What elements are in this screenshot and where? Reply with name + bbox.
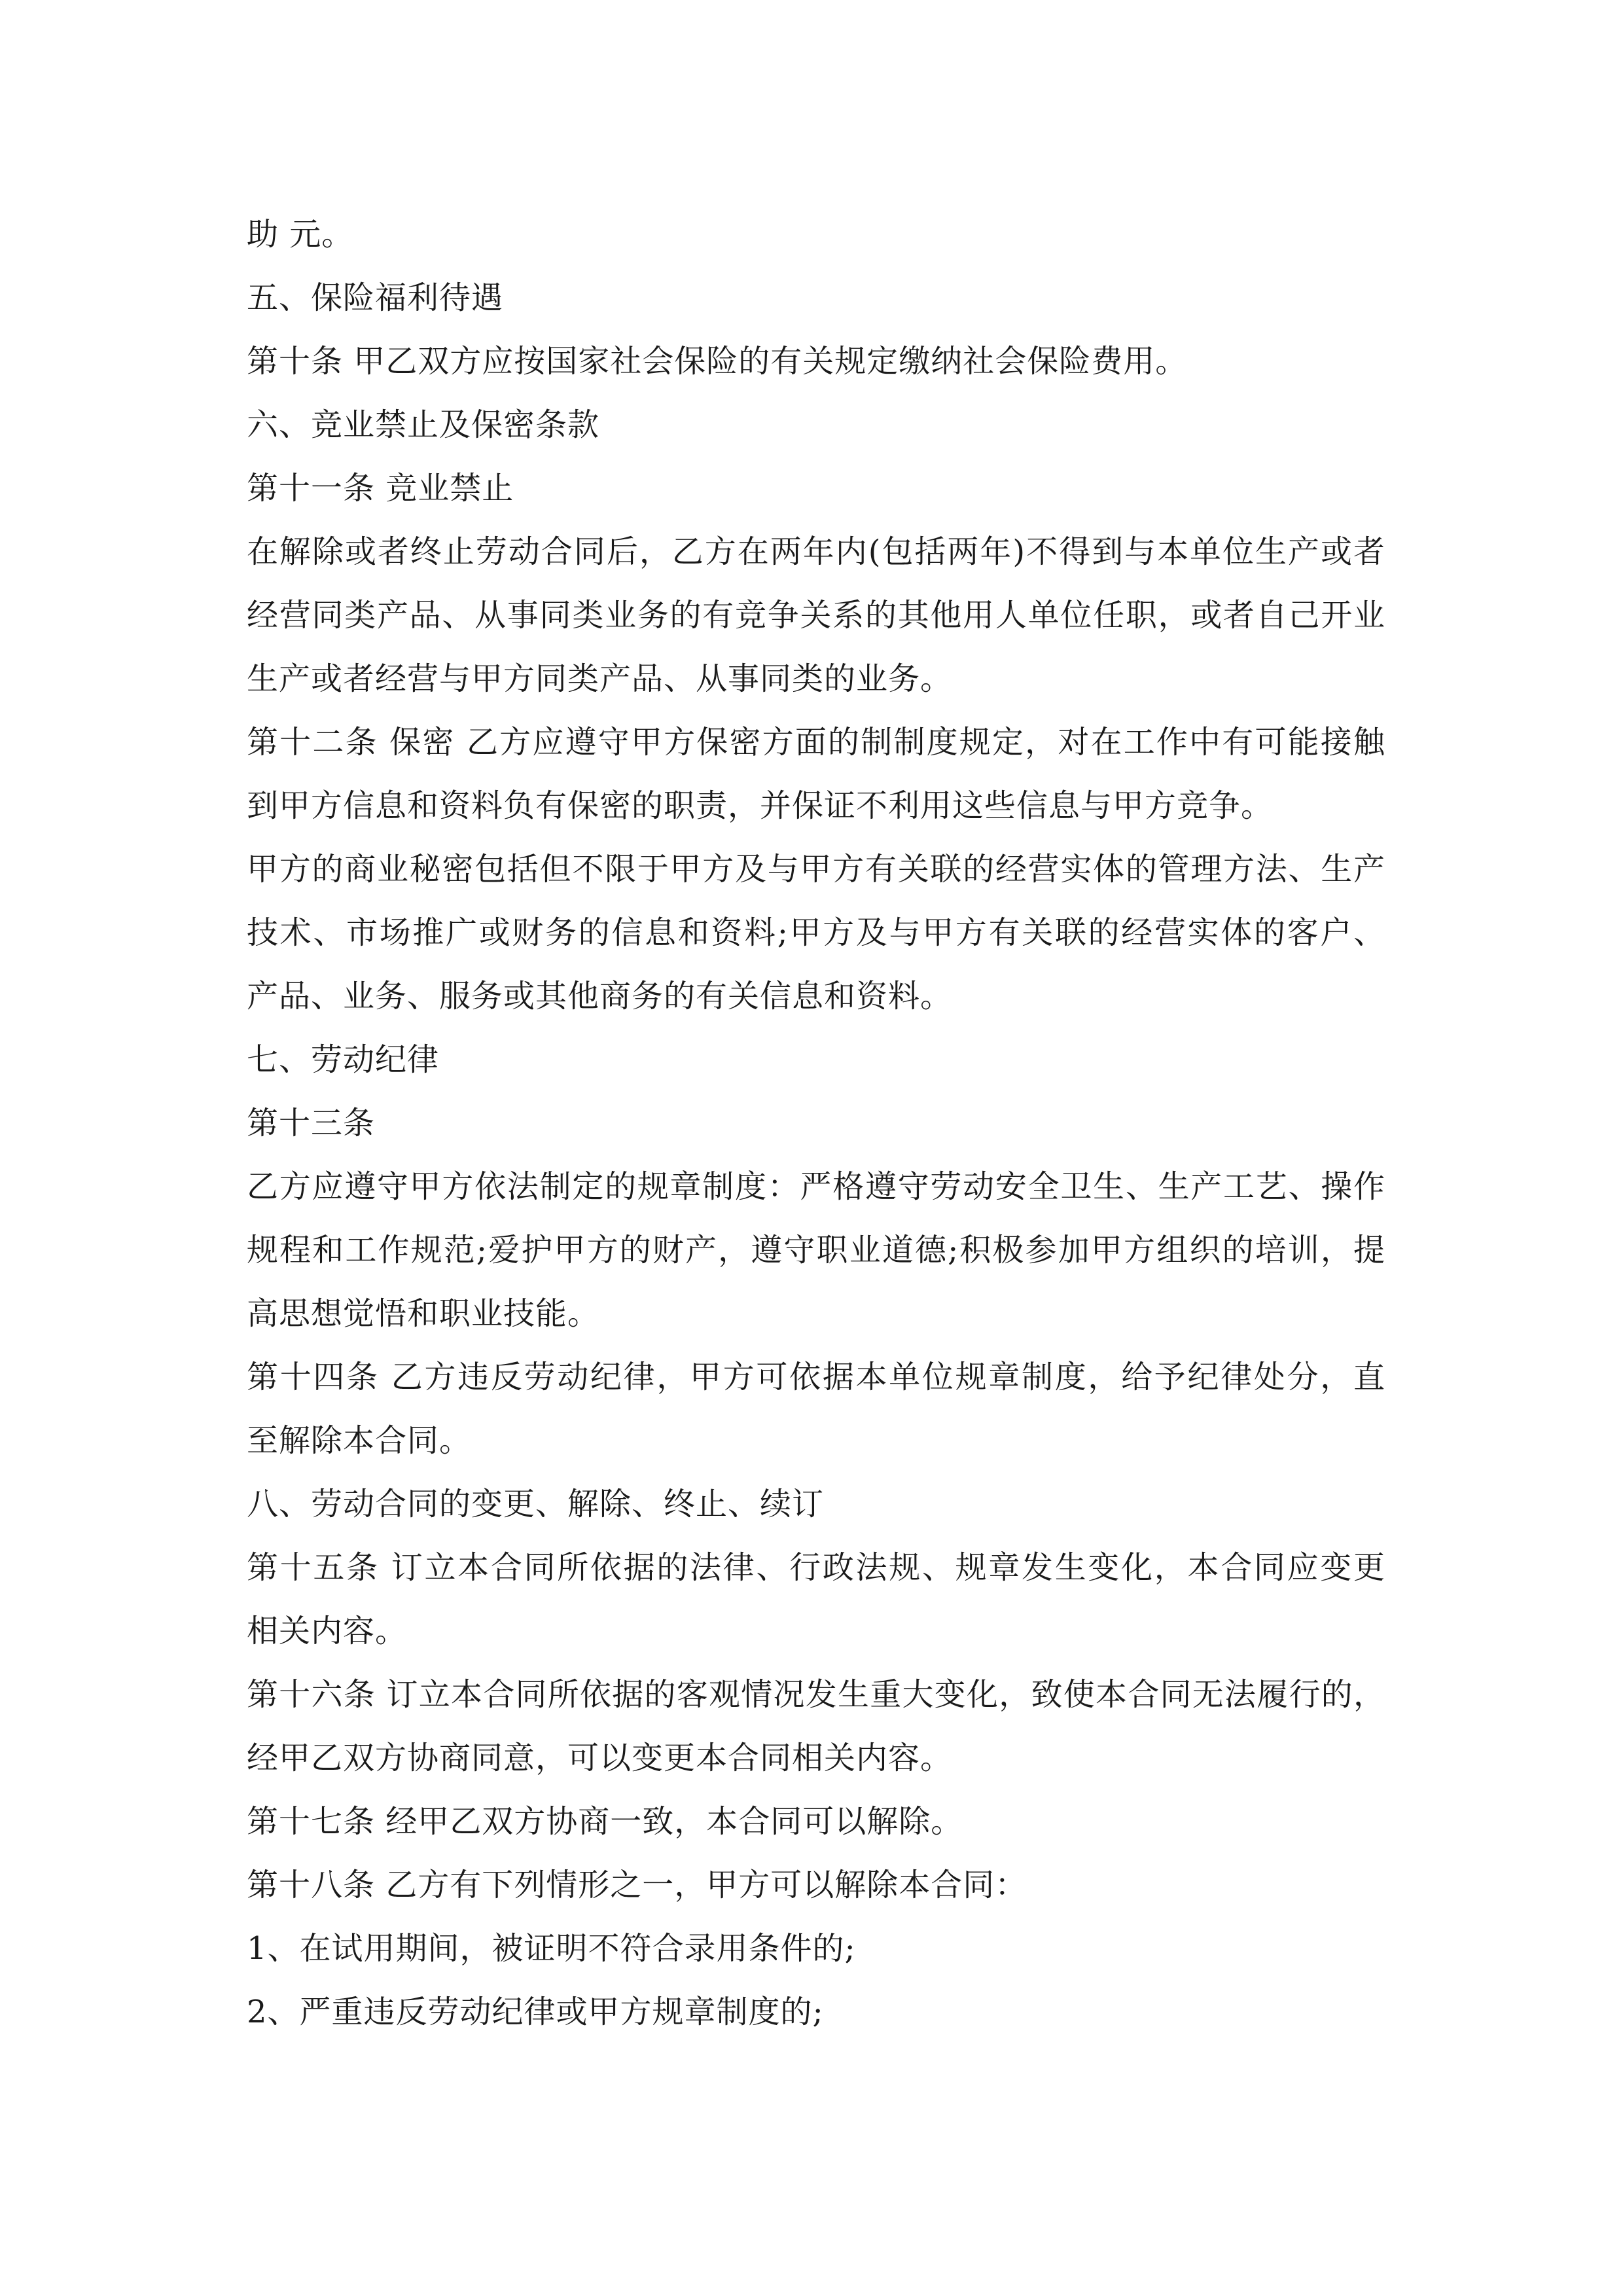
text-line: 高思想觉悟和职业技能。 [247, 1295, 600, 1332]
text-line: 第十三条 [247, 1105, 376, 1141]
text-line: 第十一条 竞业禁止 [247, 470, 514, 507]
text-line: 第十五条 订立本合同所依据的法律、行政法规、规章发生变化，本合同应变更 [247, 1549, 1385, 1586]
text-line: 第十四条 乙方违反劳动纪律，甲方可依据本单位规章制度，给予纪律处分，直 [247, 1359, 1385, 1395]
text-line: 相关内容。 [247, 1613, 408, 1649]
text-line: 甲方的商业秘密包括但不限于甲方及与甲方有关联的经营实体的管理方法、生产 [247, 851, 1385, 888]
text-line: 助 元。 [247, 216, 354, 253]
text-line: 技术、市场推广或财务的信息和资料;甲方及与甲方有关联的经营实体的客户、 [247, 914, 1385, 951]
text-line: 六、竞业禁止及保密条款 [247, 406, 600, 443]
text-line: 产品、业务、服务或其他商务的有关信息和资料。 [247, 978, 953, 1014]
document-body [247, 203, 1385, 2044]
text-line: 规程和工作规范;爱护甲方的财产，遵守职业道德;积极参加甲方组织的培训，提 [247, 1232, 1385, 1268]
text-line: 乙方应遵守甲方依法制定的规章制度：严格遵守劳动安全卫生、生产工艺、操作 [247, 1168, 1385, 1205]
text-line: 至解除本合同。 [247, 1422, 472, 1459]
text-line: 七、劳动纪律 [247, 1041, 440, 1078]
text-line: 第十六条 订立本合同所依据的客观情况发生重大变化，致使本合同无法履行的， [247, 1676, 1385, 1713]
text-line: 第十七条 经甲乙双方协商一致，本合同可以解除。 [247, 1803, 963, 1840]
text-line: 到甲方信息和资料负有保密的职责，并保证不利用这些信息与甲方竞争。 [247, 787, 1274, 824]
text-line: 2、严重违反劳动纪律或甲方规章制度的; [247, 1994, 824, 2030]
text-line: 第十条 甲乙双方应按国家社会保险的有关规定缴纳社会保险费用。 [247, 343, 1188, 380]
text-line: 1、在试用期间，被证明不符合录用条件的; [247, 1930, 856, 1967]
text-line: 生产或者经营与甲方同类产品、从事同类的业务。 [247, 660, 953, 697]
text-line: 五、保险福利待遇 [247, 279, 504, 316]
text-line: 第十八条 乙方有下列情形之一，甲方可以解除本合同： [247, 1867, 1027, 1903]
text-line: 在解除或者终止劳动合同后，乙方在两年内(包括两年)不得到与本单位生产或者 [247, 533, 1385, 570]
text-line: 第十二条 保密 乙方应遵守甲方保密方面的制制度规定，对在工作中有可能接触 [247, 724, 1385, 761]
text-line: 经营同类产品、从事同类业务的有竞争关系的其他用人单位任职，或者自己开业 [247, 597, 1385, 634]
text-line: 经甲乙双方协商同意，可以变更本合同相关内容。 [247, 1740, 953, 1776]
text-line: 八、劳动合同的变更、解除、终止、续订 [247, 1486, 825, 1522]
